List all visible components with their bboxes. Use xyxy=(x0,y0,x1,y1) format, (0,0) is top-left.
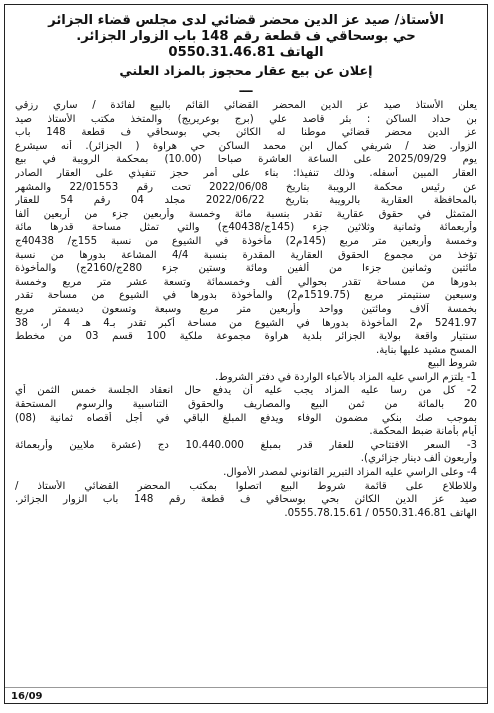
contact-line: وللاطلاع على قائمة شروط البيع اتصلوا بمكتب المحضر القضائي الأستاذ / xyxy=(15,480,477,492)
body-line: يعلن الأستاذ صيد عز الدين المحضر القضائي القائم بالبيع لفائدة / ساري رزقي xyxy=(15,100,477,111)
condition-line: 2- كل من رسا عليه المزاد يجب عليه أن يدفع حال انعقاد الجلسة خمس الثمن أي xyxy=(15,385,477,397)
body-line: بدورها من مساحة تقدر بحوالي ألف وخمسمائة وتسعة عشر متر مربع وخمسة xyxy=(15,276,477,288)
contact-line: صيد عز الدين الكائن بحي بوسحاقي ف قطعة رقم 148 باب الزوار الجزائر. xyxy=(15,494,477,506)
body-line: المسح مشيد عليها بناية. xyxy=(375,344,477,356)
conditions-heading: شروط البيع xyxy=(427,358,477,370)
body-line: بخمسة آلاف ومائتين وواحد وأربعين متر مربع وسبعة وتسعون ديسمتر مربع xyxy=(15,303,477,315)
bailiff-header xyxy=(5,5,487,61)
body-line: المتمثل في حقوق عقارية تقدر بنسبة مائة وخمسة وأربعين جزء من أربعين ألفا xyxy=(15,208,477,220)
announcement-title xyxy=(5,61,487,99)
announcement-frame xyxy=(4,4,488,704)
body-line: 5241.97 م2 المأخوذة بدورها في الشيوع من مساحة أكبر تقدر بـ4 هـ 4 ار، 38 xyxy=(15,317,477,329)
condition-line: وأربعون ألف دينار جزائري). xyxy=(360,453,477,465)
bailiff-address-line: حي بوسحاقي ف قطعة رقم 148 باب الزوار الجزائر. xyxy=(76,29,416,44)
condition-line: 1- يلتزم الراسي عليه المزاد بالأعباء الواردة في دفتر الشروط. xyxy=(214,371,477,383)
body-line: عز الدين محضر قضائي موطنا له الكائن بحي بوسحاقي ف قطعة 148 باب xyxy=(15,127,477,139)
body-line: سنتيار واقعة بولاية الجزائر بلدية هراوة مجموعة ملكية 100 قسم 03 من مخطط xyxy=(15,331,477,343)
announcement-body xyxy=(5,99,487,520)
announcement-title-dash: ـــ xyxy=(239,81,253,96)
page-number: 16/09 xyxy=(11,691,43,702)
body-line: مائتين وثمانين جزءا من ألفين ومائة وستين جزء 280ج/2160ج) والمأخوذة xyxy=(15,263,477,275)
condition-line: بموجب صك بنكي مضمون الوفاء ويدفع المبلغ الباقي في أجل أقصاه ثمانية (08) xyxy=(15,412,477,424)
contact-phone-line: الهاتف 0550.31.46.81 / 0555.78.15.61. xyxy=(284,507,477,519)
announcement-title-text: إعلان عن بيع عقار محجوز بالمزاد العلني xyxy=(119,64,373,79)
body-line: وأربعمائة وثمانية وثلاثين جزء (145ج/40438ج) والتي تمثل مساحة قدرها مائة xyxy=(15,222,477,234)
body-line: العقار المبين أسفله. وذلك تنفيذا: بناء على أمر حجز تنفيذي على العقار الصادر xyxy=(15,167,477,179)
condition-line: 20 بالمائة من ثمن البيع والمصاريف والحقوق التناسبية والرسوم المستحقة xyxy=(15,399,477,411)
body-line: تؤخذ من مجموع الحقوق العقارية المقدرة بنسبة 4/4 المشاعة بدورها من نسبة xyxy=(15,249,477,261)
page-footer xyxy=(5,687,487,703)
bailiff-phone-line: الهاتف 0550.31.46.81 xyxy=(168,45,324,60)
body-line: الزوار. ضد / شريفي كمال ابن محمد الساكن حي هراوة ( الجزائر). أنه سيشرع xyxy=(15,140,477,152)
condition-line: 3- السعر الافتتاحي للعقار قدر بمبلغ 10.440.000 دج (عشرة ملايين وأربعمائة xyxy=(15,439,477,451)
body-line: يوم 2025/09/29 على الساعة العاشرة صباحا (10.00) بمحكمة الرويبة في بيع xyxy=(15,154,477,166)
bailiff-name-line: الأستاذ/ صيد عز الدين محضر قضائي لدى مجلس قضاء الجزائر xyxy=(48,13,444,28)
body-line: عن رئيس محكمة الرويبة بتاريخ 2022/06/08 تحت رقم 22/01553 والمشهر xyxy=(15,181,477,193)
condition-line: أيام بأمانة ضبط المحكمة. xyxy=(369,426,477,438)
body-line: بن حداد الساكن : بئر قاصد علي (برج بوعريريج) والمتخذ مكتب الأستاذ صيد xyxy=(15,113,477,125)
body-line: وسبعين سنتيمتر مربع (1519.75م2) والمأخوذة بدورها في الشيوع من مساحة تقدر xyxy=(15,290,477,302)
condition-line: 4- وعلى الراسي عليه المزاد التبرير القانوني لمصدر الأموال. xyxy=(223,467,477,479)
body-line: وخمسة وأربعين متر مربع (145م2) مأخوذة في الشيوع من نسبة 155ج/ 40438ج xyxy=(15,235,477,247)
body-line: بالمحافظة العقارية بالرويبة بتاريخ 2022/06/22 مجلد 04 رقم 54 للعقار xyxy=(15,195,477,207)
